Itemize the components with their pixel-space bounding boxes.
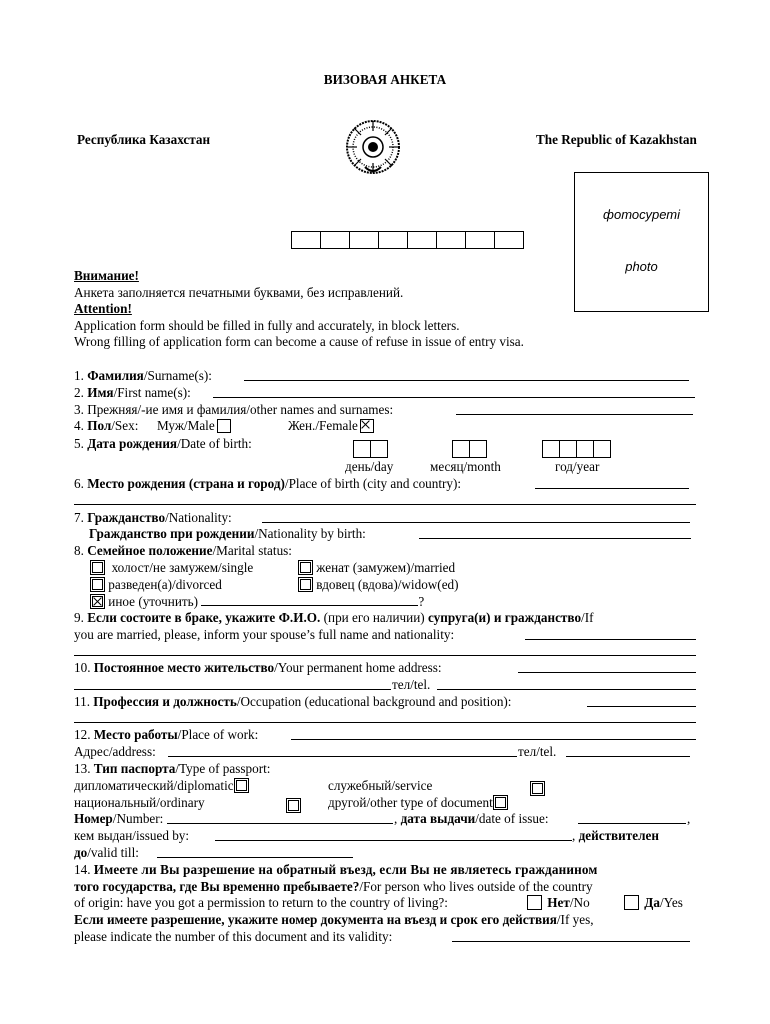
q10-label: 10. Постоянное место жительство/Your permanent home address: bbox=[74, 660, 442, 675]
spouse-field[interactable] bbox=[525, 639, 696, 640]
return-permit-yes-option[interactable]: Да/Yes bbox=[622, 894, 683, 911]
sex-male-option[interactable]: Муж/Male bbox=[157, 417, 233, 434]
header-left-country: Республика Казахстан bbox=[77, 132, 211, 147]
attention-ru-text: Анкета заполняется печатными буквами, без исправлений. bbox=[74, 285, 404, 300]
marital-widow-option[interactable]: вдовец (вдова)/widow(ed) bbox=[298, 576, 459, 593]
return-permit-yes-checkbox[interactable] bbox=[624, 895, 639, 910]
passport-issued-by-field[interactable] bbox=[215, 840, 572, 841]
marital-married-option[interactable]: женат (замужем)/married bbox=[298, 559, 455, 576]
passport-valid-label-1: , действителен bbox=[572, 828, 659, 843]
q12-label: 12. Место работы/Place of work: bbox=[74, 727, 259, 742]
attention-en-text-1: Application form should be filled in fully and accurately, in block letters. bbox=[74, 318, 460, 333]
return-permit-no-checkbox[interactable] bbox=[527, 895, 542, 910]
q14-label-3: of origin: have you got a permission to return to the country of living?: bbox=[74, 895, 448, 910]
marital-divorced-checkbox[interactable] bbox=[92, 579, 103, 590]
home-tel-label: тел/tel. bbox=[392, 677, 431, 692]
passport-issued-by-label: кем выдан/issued by: bbox=[74, 828, 190, 843]
work-address-label: Адрес/address: bbox=[74, 744, 156, 759]
passport-valid-field[interactable] bbox=[157, 857, 353, 858]
passport-diplomatic-option[interactable]: дипломатический/diplomatic bbox=[74, 777, 249, 794]
q3-label: 3. Прежняя/-ие имя и фамилия/other names and surnames: bbox=[74, 402, 394, 417]
marital-other-checkbox[interactable] bbox=[92, 596, 103, 607]
home-address-field-line2[interactable] bbox=[74, 689, 391, 690]
q5-label: 5. Дата рождения/Date of birth: bbox=[74, 436, 252, 451]
q4-label: 4. Пол/Sex: bbox=[74, 418, 139, 433]
marital-widow-checkbox[interactable] bbox=[300, 579, 311, 590]
spouse-field-line2[interactable] bbox=[74, 655, 696, 656]
q7-label: 7. Гражданство/Nationality: bbox=[74, 510, 232, 525]
q13-label: 13. Тип паспорта/Type of passport: bbox=[74, 761, 271, 776]
passport-issue-date-field[interactable] bbox=[578, 823, 686, 824]
photo-label-kz: фотосуреті bbox=[602, 207, 681, 222]
attention-en-text-2: Wrong filling of application form can become a cause of refuse in issue of entry visa. bbox=[74, 334, 524, 349]
work-tel-label: тел/tel. bbox=[518, 744, 557, 759]
nationality-field[interactable] bbox=[262, 522, 690, 523]
permit-document-field[interactable] bbox=[452, 941, 690, 942]
passport-valid-label-2: до/valid till: bbox=[74, 845, 139, 860]
sex-female-option[interactable]: Жен./Female bbox=[288, 417, 376, 434]
work-place-field[interactable] bbox=[291, 739, 696, 740]
passport-other-checkbox[interactable] bbox=[495, 797, 506, 808]
marital-married-checkbox[interactable] bbox=[300, 562, 311, 573]
birth-day-label: день/day bbox=[345, 459, 394, 474]
sex-male-checkbox[interactable] bbox=[217, 419, 231, 433]
birth-month-label: месяц/month bbox=[430, 459, 501, 474]
marital-single-option[interactable]: холост/не замужем/single bbox=[90, 559, 253, 576]
nationality-birth-field[interactable] bbox=[419, 538, 691, 539]
q9-label-line2: you are married, please, inform your spouse’s full name and nationality: bbox=[74, 627, 455, 642]
surname-field[interactable] bbox=[244, 380, 689, 381]
photo-label-en: photo bbox=[625, 259, 658, 274]
home-tel-field[interactable] bbox=[437, 689, 696, 690]
q11-label: 11. Профессия и должность/Occupation (educational background and position): bbox=[74, 694, 512, 709]
occupation-field-line2[interactable] bbox=[74, 722, 696, 723]
passport-diplomatic-checkbox[interactable] bbox=[236, 780, 247, 791]
passport-ordinary-checkbox[interactable] bbox=[288, 800, 299, 811]
first-name-field[interactable] bbox=[213, 397, 695, 398]
q9-label: 9. Если состоите в браке, укажите Ф.И.О. (при его наличии) супруга(и) и гражданство/If bbox=[74, 610, 594, 625]
kazakhstan-emblem-icon bbox=[345, 117, 401, 177]
passport-number-label: Номер/Number: bbox=[74, 811, 164, 826]
other-names-field[interactable] bbox=[456, 414, 693, 415]
return-permit-no-option[interactable]: Нет/No bbox=[525, 894, 590, 911]
q1-label: 1. Фамилия/Surname(s): bbox=[74, 368, 212, 383]
attention-ru-heading: Внимание! bbox=[74, 268, 139, 283]
work-address-field[interactable] bbox=[168, 756, 517, 757]
form-title: ВИЗОВАЯ АНКЕТА bbox=[323, 72, 447, 87]
q14-label-5: please indicate the number of this document and its validity: bbox=[74, 929, 393, 944]
home-address-field[interactable] bbox=[518, 672, 696, 673]
photo-box[interactable] bbox=[574, 172, 709, 312]
marital-other-option[interactable]: иное (уточнить) ? bbox=[90, 593, 424, 610]
passport-other-option[interactable]: другой/other type of document bbox=[328, 794, 508, 811]
marital-divorced-option[interactable]: разведен(а)/divorced bbox=[90, 576, 222, 593]
marital-single-checkbox[interactable] bbox=[92, 562, 103, 573]
birthplace-field[interactable] bbox=[535, 488, 689, 489]
attention-en-heading: Attention! bbox=[74, 301, 132, 316]
marital-other-field[interactable] bbox=[201, 594, 418, 606]
header-right-country: The Republic of Kazakhstan bbox=[536, 132, 697, 147]
visa-number-cells[interactable] bbox=[291, 231, 523, 249]
occupation-field[interactable] bbox=[587, 706, 696, 707]
sex-female-checkbox[interactable] bbox=[360, 419, 374, 433]
passport-ordinary-label: национальный/ordinary bbox=[74, 795, 205, 810]
q2-label: 2. Имя/First name(s): bbox=[74, 385, 191, 400]
q14-label-1: 14. Имеете ли Вы разрешение на обратный въезд, если Вы не являетесь гражданином bbox=[74, 862, 598, 877]
passport-service-checkbox[interactable] bbox=[532, 783, 543, 794]
q6-label: 6. Место рождения (страна и город)/Place of birth (city and country): bbox=[74, 476, 462, 491]
birthplace-field-line2[interactable] bbox=[74, 504, 696, 505]
q8-label: 8. Семейное положение/Marital status: bbox=[74, 543, 292, 558]
passport-issue-label: , дата выдачи/date of issue: bbox=[394, 811, 549, 826]
q14-label-4: Если имеете разрешение, укажите номер документа на въезд и срок его действия/If yes, bbox=[74, 912, 594, 927]
q7-birth-label: Гражданство при рождении/Nationality by birth: bbox=[89, 526, 366, 541]
passport-number-field[interactable] bbox=[167, 823, 393, 824]
birth-year-label: год/year bbox=[555, 459, 600, 474]
work-tel-field[interactable] bbox=[566, 756, 690, 757]
q14-label-2: того государства, где Вы временно пребываете?/For person who lives outside of the country bbox=[74, 879, 593, 894]
passport-service-label: служебный/service bbox=[328, 778, 433, 793]
